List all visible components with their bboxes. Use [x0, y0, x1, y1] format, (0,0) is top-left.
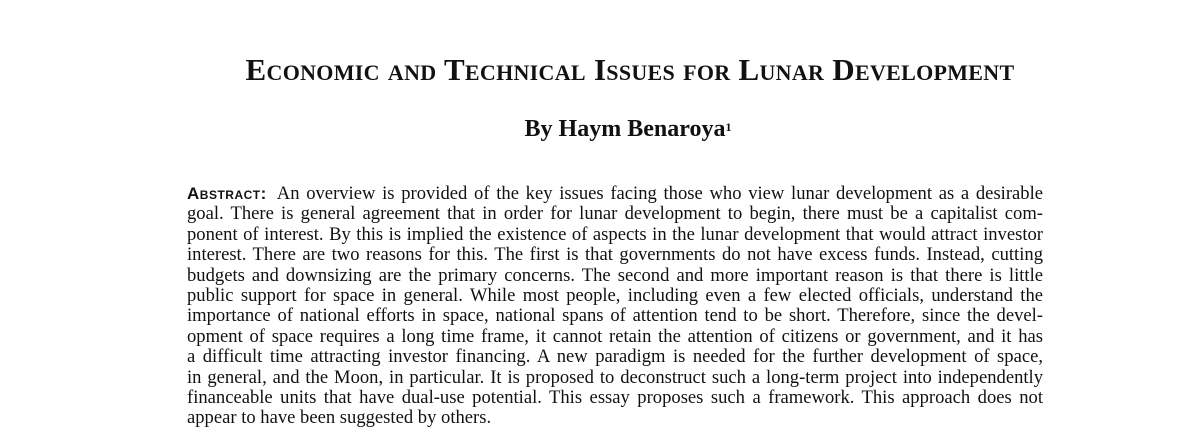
abstract-line: in general, and the Moon, in particular. It is proposed to deconstruct such a long-term project into independently: [187, 366, 1043, 388]
abstract-line: appear to have been suggested by others.: [187, 407, 492, 429]
author-footnote-mark: 1: [725, 120, 732, 134]
abstract-line: opment of space requires a long time frame, it cannot retain the attention of citizens or government, and it has: [187, 325, 1043, 347]
abstract-line: interest. There are two reasons for this. The first is that governments do not have excess funds. Instead, cutting: [187, 244, 1043, 266]
abstract-text: An overview is provided of the key issues facing those who view lunar development as a desirable: [276, 183, 1043, 204]
abstract-line: goal. There is general agreement that in order for lunar development to begin, there must be a capitalist com-: [187, 203, 1043, 225]
abstract-label: Abstract:: [187, 184, 267, 203]
abstract-line: financeable units that have dual-use potential. This essay proposes such a framework. This approach does not: [187, 387, 1043, 409]
abstract-line: budgets and downsizing are the primary concerns. The second and more important reason is that there is little: [187, 264, 1043, 286]
abstract: [187, 184, 1043, 429]
author-byline: [0, 114, 1200, 144]
abstract-line: ponent of interest. By this is implied the existence of aspects in the lunar development that would attract investor: [187, 223, 1043, 245]
abstract-line: public support for space in general. While most people, including even a few elected officials, understand the: [187, 285, 1043, 307]
abstract-line: importance of national efforts in space, national spans of attention tend to be short. Therefore, since the devel-: [187, 305, 1043, 327]
abstract-line: a difficult time attracting investor financing. A new paradigm is needed for the further development of space,: [187, 346, 1043, 368]
abstract-line: [187, 184, 1043, 204]
paper-title: Economic and Technical Issues for Lunar Development: [245, 52, 1015, 87]
author-name: By Haym Benaroya: [524, 116, 726, 142]
